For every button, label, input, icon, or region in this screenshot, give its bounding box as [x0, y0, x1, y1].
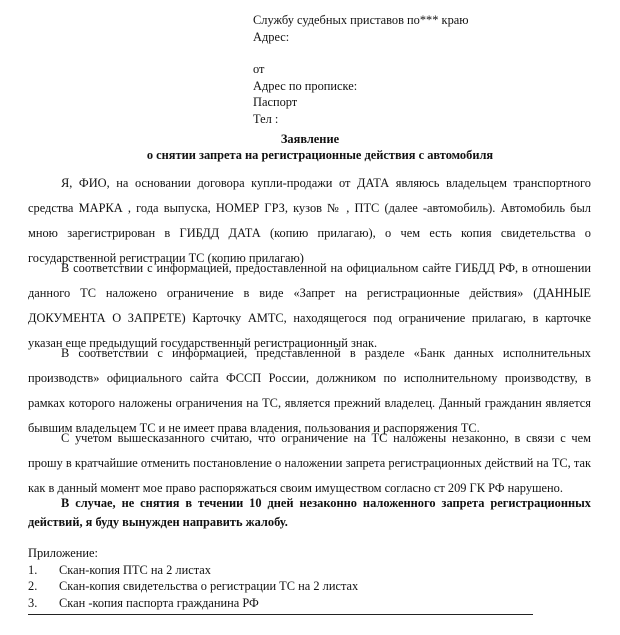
- document-title: [0, 132, 620, 163]
- title-line-2: о снятии запрета на регистрационные действия с автомобиля: [146, 147, 494, 162]
- attachment-text: Скан -копия паспорта гражданина РФ: [59, 595, 259, 610]
- paragraph-ownership: Я, ФИО, на основании договора купли-продажи от ДАТА являюсь владельцем транспортного средства МАРКА , года выпуска, НОМЕР ГРЗ, кузов № , ПТС (далее -автомобиль). Автомобиль был мною зарегистрирован в ГИБДД ДАТА (копию прилагаю), о чем есть копия свидетельства о государственной регистрации ТС (копию прилагаю): [28, 176, 591, 265]
- paragraph-fssp-info: В соответствии с информацией, представленной в разделе «Банк данных исполнительных производств» официального сайта ФССП России, должником по исполнительному производству, в рамках которого наложены ограничения на ТС, является прежний владелец. Данный гражданин является бывшим владельцем ТС и не имеет права владения, пользования и распоряжения ТС.: [28, 346, 591, 435]
- signature-line: [28, 614, 533, 615]
- attachment-text: Скан-копия свидетельства о регистрации ТС на 2 листах: [59, 579, 359, 593]
- paragraph-request: С учетом вышесказанного считаю, что ограничение на ТС наложены незаконно, в связи с чем прошу в кратчайшие отменить постановление о наложении запрета регистрационных действий на ТС, так как в данный момент мое право распоряжаться своим имуществом согласно ст 209 ГК РФ нарушено.: [28, 431, 591, 495]
- attachment-number: 1.: [28, 562, 38, 577]
- attachments-section: [28, 545, 358, 611]
- attachment-item: [28, 595, 358, 612]
- attachment-number: 3.: [28, 595, 38, 610]
- attachment-text: Скан-копия ПТС на 2 листах: [59, 562, 211, 577]
- paragraph-gibdd-info: В соответствии с информацией, предоставленной на официальном сайте ГИБДД РФ, в отношении данного ТС наложено ограничение в виде «Запрет на регистрационные действия» (ДАННЫЕ ДОКУМЕНТА О ЗАПРЕТЕ) Карточку АМТС, находящегося под ограничение прилагаю, в карточке указан еще предыдущий государственный регистрационный знак.: [28, 261, 591, 350]
- paragraph-warning: В случае, не снятия в течении 10 дней незаконно наложенного запрета регистрационных действий, я буду вынужден направить жалобу.: [28, 496, 591, 529]
- sender-registration-address-label: Адрес по прописке:: [253, 78, 358, 93]
- addressee-line: Службу судебных приставов по*** краю: [253, 13, 469, 27]
- addressee-block: [253, 12, 469, 127]
- attachment-number: 2.: [28, 579, 38, 593]
- attachments-heading: Приложение:: [28, 546, 98, 560]
- sender-passport-label: Паспорт: [253, 95, 298, 109]
- sender-from-label: от: [253, 62, 265, 76]
- spacer: [253, 45, 469, 61]
- addressee-address-label: Адрес:: [253, 29, 290, 44]
- sender-phone-label: Тел :: [253, 111, 279, 126]
- attachment-item: [28, 578, 358, 595]
- title-line-1: Заявление: [280, 132, 340, 146]
- attachment-item: [28, 562, 358, 579]
